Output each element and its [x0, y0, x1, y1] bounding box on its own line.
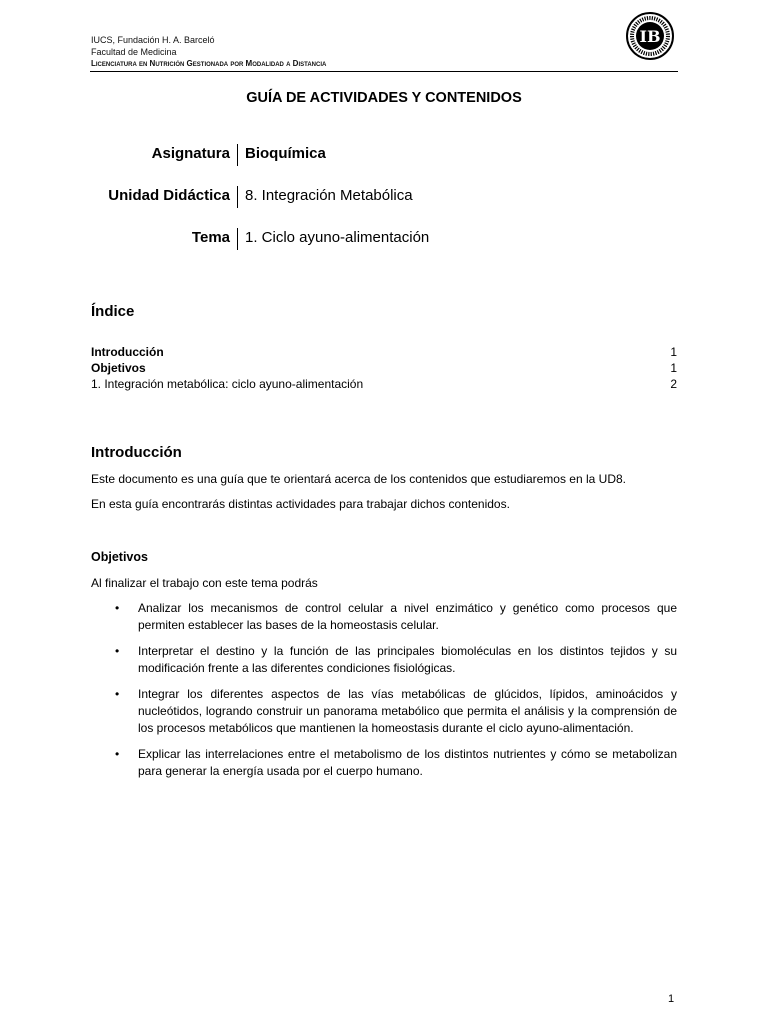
- toc-item-page: 2: [670, 377, 677, 391]
- svg-text:IB: IB: [639, 27, 661, 46]
- meta-divider: [237, 228, 238, 250]
- objective-item: [91, 643, 677, 677]
- meta-value-tema: 1. Ciclo ayuno-alimentación: [245, 229, 430, 246]
- meta-label-unidad: Unidad Didáctica: [108, 187, 230, 204]
- program-name: Licenciatura en Nutrición Gestionada por Modalidad a Distancia: [91, 59, 327, 68]
- toc-item[interactable]: [91, 360, 677, 376]
- meta-label-tema: Tema: [191, 229, 230, 246]
- objective-text: Analizar los mecanismos de control celular a nivel enzimático y genético como procesos que permiten establecer las bases de la homeostasis celular.: [138, 601, 677, 632]
- page-number: 1: [668, 993, 675, 1005]
- objectives-heading: Objetivos: [91, 550, 148, 564]
- header-divider: [90, 71, 678, 72]
- objective-item: [91, 746, 677, 780]
- objectives-list: [91, 600, 677, 789]
- meta-divider: [237, 144, 238, 166]
- bullet-icon: •: [115, 644, 120, 658]
- meta-value-asignatura: Bioquímica: [245, 145, 326, 162]
- bullet-icon: •: [115, 601, 120, 615]
- institution-name: IUCS, Fundación H. A. Barceló: [91, 35, 215, 45]
- toc-item[interactable]: [91, 376, 677, 392]
- toc-item-page: 1: [670, 345, 677, 359]
- objective-item: [91, 600, 677, 634]
- bullet-icon: •: [115, 747, 120, 761]
- objectives-lead: Al finalizar el trabajo con este tema podrás: [91, 576, 318, 590]
- objective-text: Interpretar el destino y la función de las principales biomoléculas en los distintos tejidos y su modificación frente a las diferentes condiciones fisiológicas.: [138, 644, 677, 675]
- toc-item-label: 1. Integración metabólica: ciclo ayuno-alimentación: [91, 377, 364, 391]
- objective-item: [91, 686, 677, 737]
- toc-item[interactable]: [91, 344, 677, 360]
- index-heading: Índice: [91, 303, 135, 320]
- toc-item-label: Objetivos: [91, 361, 146, 375]
- objective-text: Integrar los diferentes aspectos de las vías metabólicas de glúcidos, lípidos, aminoácidos y nucleótidos, logrando construir un panorama metabólico que permita el análisis y la comprensión de los procesos metabólicos que mantienen la homeostasis durante el ciclo ayuno-alimentación.: [138, 687, 677, 735]
- intro-paragraph: Este documento es una guía que te orientará acerca de los contenidos que estudiaremos en la UD8.: [91, 472, 627, 486]
- intro-paragraph: En esta guía encontrarás distintas actividades para trabajar dichos contenidos.: [91, 497, 510, 511]
- meta-divider: [237, 186, 238, 208]
- faculty-name: Facultad de Medicina: [91, 47, 177, 57]
- intro-heading: Introducción: [91, 444, 182, 461]
- meta-label-asignatura: Asignatura: [151, 145, 230, 162]
- page-title: GUÍA DE ACTIVIDADES Y CONTENIDOS: [246, 90, 522, 106]
- meta-value-unidad: 8. Integración Metabólica: [245, 187, 413, 204]
- bullet-icon: •: [115, 687, 120, 701]
- objective-text: Explicar las interrelaciones entre el metabolismo de los distintos nutrientes y cómo se metabolizan para generar la energía usada por el cuerpo humano.: [138, 747, 677, 778]
- toc-item-label: Introducción: [91, 345, 164, 359]
- toc-item-page: 1: [670, 361, 677, 375]
- university-seal-logo: [626, 12, 674, 60]
